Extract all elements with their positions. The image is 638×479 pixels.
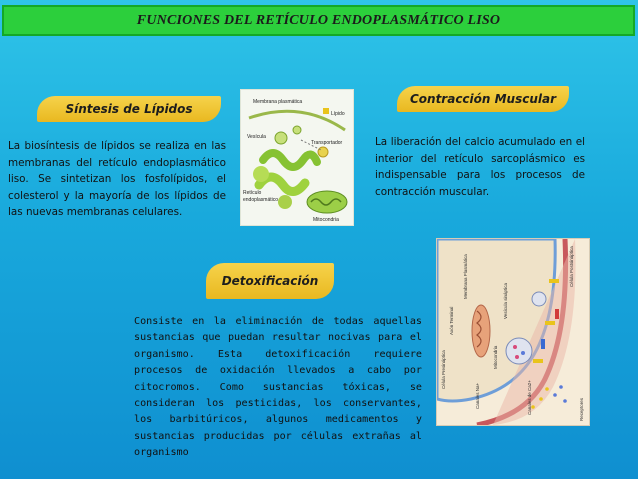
- lipid-label-membrana: Membrana plasmática: [253, 99, 303, 105]
- synapse-label-vesicula: Vesícula sináptica: [503, 282, 508, 319]
- synapse-label-canales-na: Canales Na+: [475, 382, 480, 409]
- lipid-transport-diagram: [241, 90, 353, 225]
- synapse-label-receptores: Receptores: [579, 397, 584, 421]
- lipid-label-lipido: Lípido: [331, 111, 345, 117]
- synapse-label-membrana: Membrana Plasmática: [463, 254, 468, 299]
- title-bar: [2, 5, 635, 36]
- synapse-label-presinaptica: Célula Presináptica: [441, 350, 446, 389]
- synapse-diagram-svg: [437, 239, 589, 425]
- synapse-diagram: [437, 239, 589, 425]
- muscle-contraction-text: La liberación del calcio acumulado en el interior del retículo sarcoplásmico es indispensable para los procesos de contracción muscular.: [375, 136, 585, 198]
- detox-text: Consiste en la eliminación de todas aquellas sustancias que puedan resultar nocivas para el organismo. Esta detoxificación requiere procesos de oxidación llevados a cabo por citocromos. Como sustancias tóxicas, se consideran los pesticidas, los conservantes, los barbitúricos, algunos medicamentos y sustancias producidas por células extrañas al organismo: [134, 316, 422, 459]
- lipid-label-transportador: Transportador: [311, 140, 343, 146]
- detox-heading: Detoxificación: [206, 263, 334, 299]
- muscle-contraction-heading: Contracción Muscular: [397, 86, 569, 112]
- lipid-label-endoplasmatico: endoplasmático: [243, 197, 279, 203]
- synapse-label-canales-ca: Canales de Ca2+: [527, 380, 532, 415]
- lipid-synthesis-heading: Síntesis de Lípidos: [37, 96, 221, 122]
- lipid-label-vesicula: Vesícula: [247, 134, 266, 140]
- synapse-label-axon: Axón Terminal: [449, 306, 454, 335]
- lipid-label-mitocondria: Mitocondria: [313, 217, 339, 223]
- synapse-label-postsinaptica: Célula Postsináptica: [569, 246, 574, 287]
- synapse-label-mitocondria: Mitocondria: [493, 345, 498, 369]
- lipid-synthesis-text: La biosíntesis de lípidos se realiza en las membranas del retículo endoplasmático liso. Se sintetizan los fosfolípidos, el colesterol y la mayoría de los lípidos de las nuevas membranas celulares.: [8, 140, 226, 218]
- slide-title: FUNCIONES DEL RETÍCULO ENDOPLASMÁTICO LISO: [136, 12, 501, 28]
- lipid-label-reticulo: Retículo: [243, 190, 262, 196]
- lipid-diagram-svg: [241, 90, 353, 225]
